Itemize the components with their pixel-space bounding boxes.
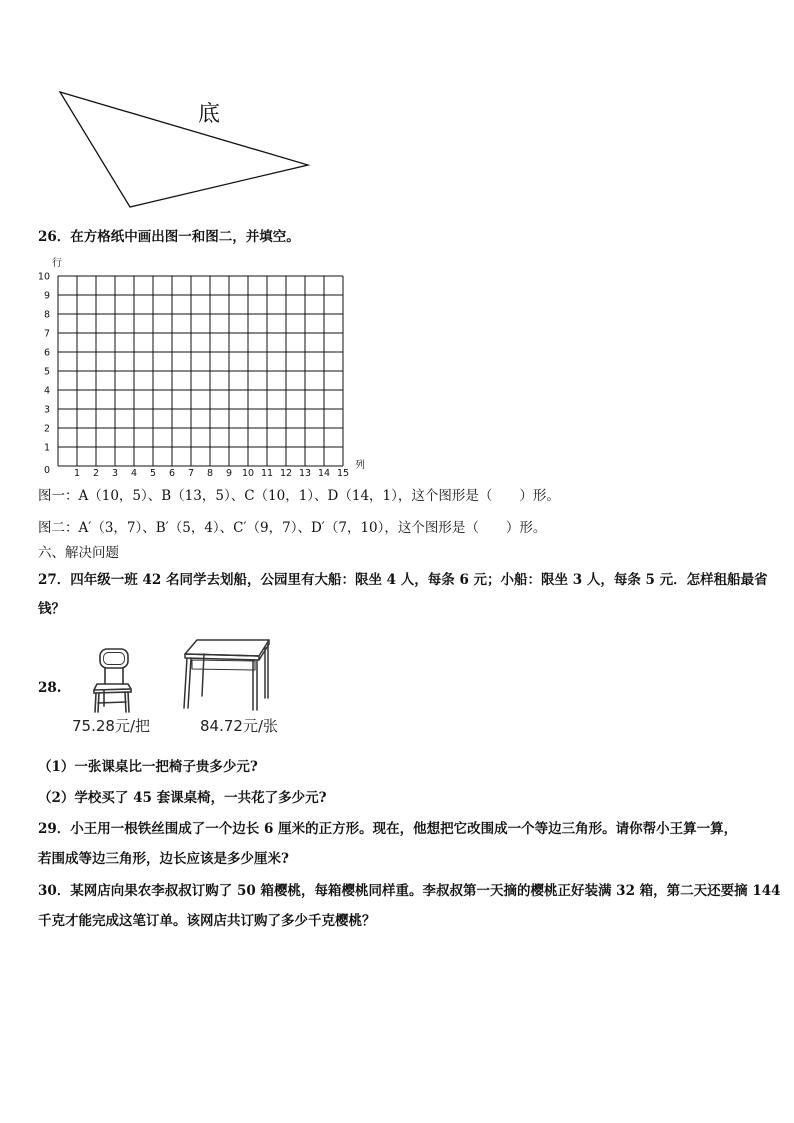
x-tick-label: 1 xyxy=(73,468,81,479)
y-tick-label: 0 xyxy=(43,465,50,476)
triangle-figure xyxy=(0,0,794,220)
y-tick-label: 7 xyxy=(43,328,50,340)
x-tick-label: 5 xyxy=(149,468,157,479)
y-tick-label: 5 xyxy=(43,366,50,378)
q26-figure2-line: 图二：A′（3，7）、B′（5，4）、C′（9，7）、D′（7，10），这个图形是（ ）形。 xyxy=(38,520,547,536)
q30-line-2: 千克才能完成这笔订单。该网店共订购了多少千克樱桃？ xyxy=(38,913,376,929)
y-tick-label: 10 xyxy=(37,271,50,283)
triangle-base-label: 底 xyxy=(198,102,221,127)
row-axis-label: 行 xyxy=(52,258,62,269)
x-tick-label: 11 xyxy=(260,468,274,479)
q28-sub-question-2: （2）学校买了 45 套课桌椅，一共花了多少元? xyxy=(38,790,327,806)
q30-line-1: 30．某网店向果农李叔叔订购了 50 箱樱桃，每箱樱桃同样重。李叔叔第一天摘的樱桃正好装满 32 箱，第二天还要摘 144 xyxy=(38,883,781,899)
chair-image xyxy=(85,640,137,716)
y-tick-label: 6 xyxy=(43,347,50,359)
x-tick-label: 13 xyxy=(298,468,312,479)
q28-number: 28. xyxy=(38,680,62,696)
y-tick-label: 8 xyxy=(43,309,50,321)
q28-sub-question-1: （1）一张课桌比一把椅子贵多少元? xyxy=(38,759,258,775)
q29-line-2: 若围成等边三角形，边长应该是多少厘米? xyxy=(38,851,289,867)
triangle-shape xyxy=(60,92,308,207)
q29-line-1: 29．小王用一根铁丝围成了一个边长 6 厘米的正方形。现在，他想把它改围成一个等边三角形。请你帮小王算一算， xyxy=(38,821,738,837)
chair-backrest xyxy=(100,649,128,668)
x-tick-label: 2 xyxy=(92,468,100,479)
y-tick-label: 1 xyxy=(43,442,50,454)
y-tick-label: 4 xyxy=(43,385,50,397)
y-tick-label: 2 xyxy=(43,423,50,435)
desk-price: 84.72元/张 xyxy=(200,717,278,735)
q26-figure1-line: 图一：A（10，5）、B（13，5）、C（10，1）、D（14，1），这个图形是（ ）形。 xyxy=(38,488,560,504)
chair-seat xyxy=(94,684,131,690)
x-tick-label: 12 xyxy=(279,468,293,479)
x-tick-label: 14 xyxy=(317,468,331,479)
x-tick-label: 4 xyxy=(130,468,138,479)
desk-image xyxy=(180,634,274,716)
x-tick-label: 8 xyxy=(206,468,214,479)
x-tick-label: 3 xyxy=(111,468,119,479)
col-axis-label: 列 xyxy=(355,460,365,471)
x-tick-label: 9 xyxy=(225,468,233,479)
y-tick-label: 9 xyxy=(43,290,50,302)
q27-line-1: 27．四年级一班 42 名同学去划船，公园里有大船：限坐 4 人，每条 6 元；小船：限坐 3 人，每条 5 元．怎样租船最省 xyxy=(38,572,768,588)
y-tick-label: 3 xyxy=(43,404,50,416)
section-heading: 六、解决问题 xyxy=(38,545,119,561)
x-tick-label: 6 xyxy=(168,468,176,479)
q27-line-2: 钱？ xyxy=(38,601,65,617)
coordinate-grid xyxy=(30,250,380,484)
x-tick-label: 7 xyxy=(187,468,195,479)
chair-price: 75.28元/把 xyxy=(72,717,150,735)
q26-title: 26．在方格纸中画出图一和图二，并填空。 xyxy=(38,229,300,245)
x-tick-label: 15 xyxy=(336,468,350,479)
x-tick-label: 10 xyxy=(241,468,255,479)
